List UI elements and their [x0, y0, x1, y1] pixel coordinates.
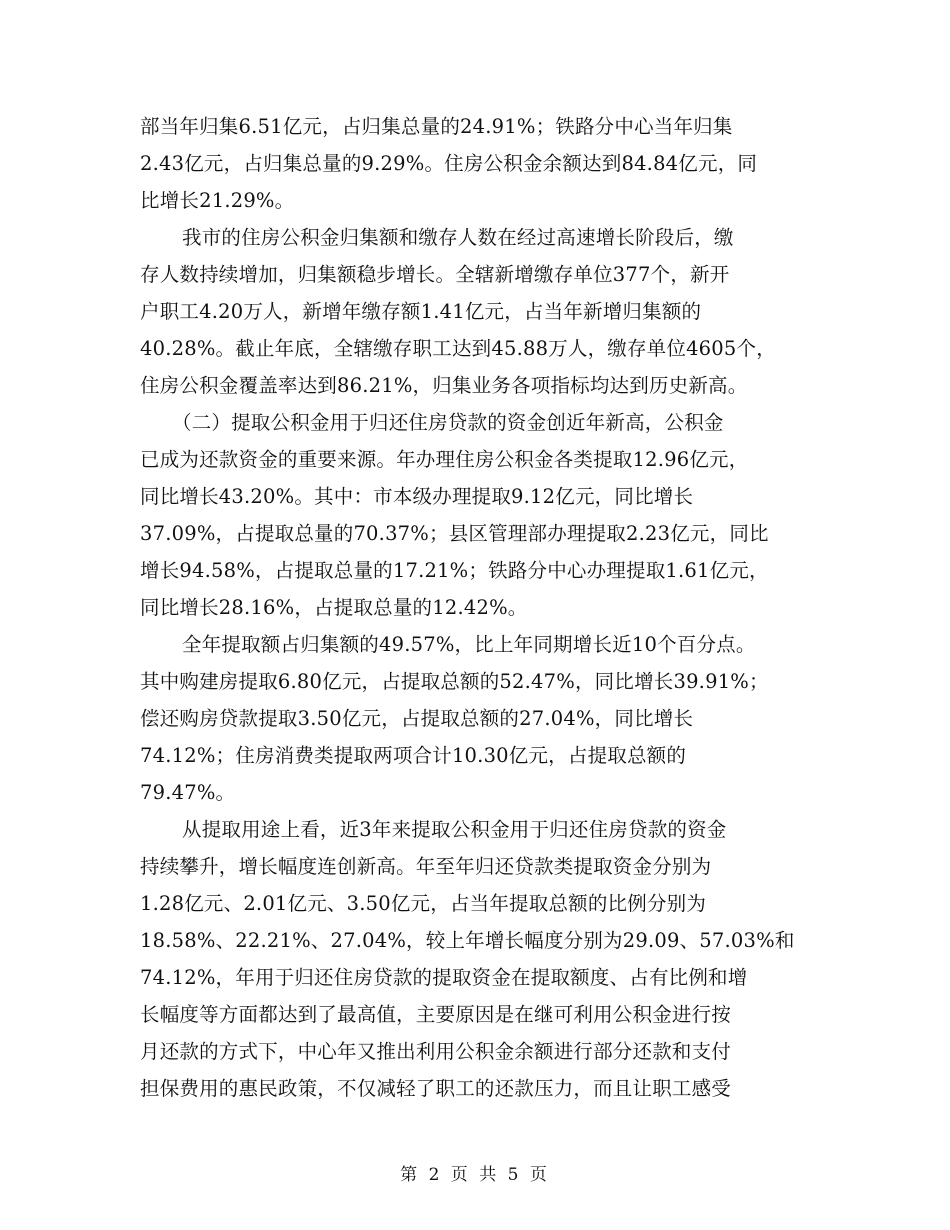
paragraph-first-line: 全年提取额占归集额的49.57%，比上年同期增长近10个百分点。 — [182, 633, 756, 656]
text-line: 同比增长28.16%，占提取总量的12.42%。 — [140, 596, 528, 619]
text-line: 79.47%。 — [140, 781, 236, 804]
text-line: 月还款的方式下，中心年又推出利用公积金余额进行部分还款和支付 — [140, 1040, 732, 1063]
text-line: 比增长21.29%。 — [140, 189, 295, 212]
text-line: 户职工4.20万人，新增年缴存额1.41亿元，占当年新增归集额的 — [140, 300, 702, 323]
text-line: 同比增长43.20%。其中：市本级办理提取9.12亿元，同比增长 — [140, 485, 694, 508]
text-line: 74.12%，年用于归还住房贷款的提取资金在提取额度、占有比例和增 — [140, 966, 748, 989]
text-line: 增长94.58%，占提取总量的17.21%；铁路分中心办理提取1.61亿元， — [140, 559, 769, 582]
text-line: 持续攀升，增长幅度连创新高。年至年归还贷款类提取资金分别为 — [140, 855, 712, 878]
paragraph-first-line: 从提取用途上看，近3年来提取公积金用于归还住房贷款的资金 — [182, 818, 727, 841]
text-line: 1.28亿元、2.01亿元、3.50亿元，占当年提取总额的比例分别为 — [140, 892, 707, 915]
page-footer: 第 2 页 共 5 页 — [400, 1165, 550, 1185]
text-line: 长幅度等方面都达到了最高值，主要原因是在继可利用公积金进行按 — [140, 1003, 732, 1026]
text-line: 37.09%，占提取总量的70.37%；县区管理部办理提取2.23亿元，同比 — [140, 522, 769, 545]
text-line: 担保费用的惠民政策，不仅减轻了职工的还款压力，而且让职工感受 — [140, 1077, 732, 1100]
text-line: 住房公积金覆盖率达到86.21%，归集业务各项指标均达到历史新高。 — [140, 374, 748, 397]
paragraph-first-line: 我市的住房公积金归集额和缴存人数在经过高速增长阶段后，缴 — [182, 226, 734, 249]
text-line: 74.12%；住房消费类提取两项合计10.30亿元，占提取总额的 — [140, 744, 687, 767]
text-line: 18.58%、22.21%、27.04%，较上年增长幅度分别为29.09、57.03%和 — [140, 929, 795, 952]
text-line: 其中购建房提取6.80亿元，占提取总额的52.47%，同比增长39.91%； — [140, 670, 769, 693]
text-line: 已成为还款资金的重要来源。年办理住房公积金各类提取12.96亿元， — [140, 448, 749, 471]
text-line: 2.43亿元，占归集总量的9.29%。住房公积金余额达到84.84亿元，同 — [140, 152, 758, 175]
section-heading-line: （二）提取公积金用于归还住房贷款的资金创近年新高，公积金 — [172, 411, 724, 434]
text-line: 部当年归集6.51亿元，占归集总量的24.91%；铁路分中心当年归集 — [140, 115, 733, 138]
text-line: 偿还购房贷款提取3.50亿元，占提取总额的27.04%，同比增长 — [140, 707, 694, 730]
text-line: 40.28%。截止年底，全辖缴存职工达到45.88万人，缴存单位4605个， — [140, 337, 776, 360]
text-line: 存人数持续增加，归集额稳步增长。全辖新增缴存单位377个，新开 — [140, 263, 730, 286]
